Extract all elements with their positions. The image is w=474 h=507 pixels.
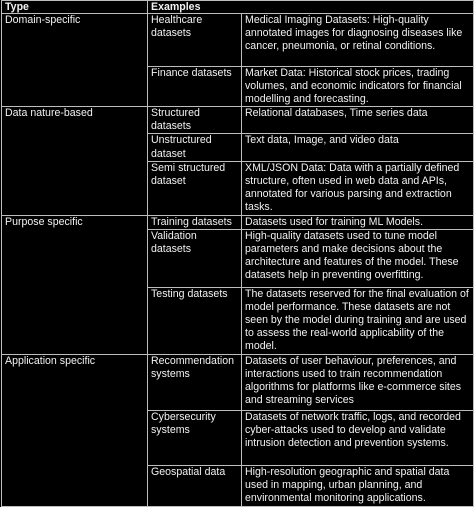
- dataset-description-cell: Market Data: Historical stock prices, trading volumes, and economic indicators for financial modelling and forecasting.: [242, 67, 474, 107]
- dataset-description-cell: Medical Imaging Datasets: High-quality annotated images for diagnosing diseases like cancer, pneumonia, or retinal conditions.: [242, 14, 474, 67]
- dataset-description-cell: Datasets of user behaviour, preferences, and interactions used to train recommendation algorithms for platforms like e-commerce sites and streaming services: [242, 354, 474, 410]
- dataset-name-cell: Cybersecurity systems: [148, 410, 242, 465]
- type-cell: Application specific: [2, 354, 148, 506]
- header-examples: Examples: [148, 1, 474, 14]
- type-cell: Purpose specific: [2, 215, 148, 354]
- dataset-name-cell: Structured datasets: [148, 107, 242, 134]
- dataset-description-cell: Datasets of network traffic, logs, and recorded cyber-attacks used to develop and validate intrusion detection and prevention systems.: [242, 410, 474, 465]
- dataset-name-cell: Finance datasets: [148, 67, 242, 107]
- dataset-description-cell: High-resolution geographic and spatial data used in mapping, urban planning, and environmental monitoring applications.: [242, 465, 474, 506]
- header-type: Type: [2, 1, 148, 14]
- dataset-name-cell: Semi structured dataset: [148, 161, 242, 215]
- dataset-name-cell: Testing datasets: [148, 287, 242, 354]
- dataset-name-cell: Training datasets: [148, 215, 242, 229]
- type-cell: Data nature-based: [2, 107, 148, 215]
- dataset-description-cell: High-quality datasets used to tune model parameters and make decisions about the architecture and features of the model. These datasets help in preventing overfitting.: [242, 229, 474, 287]
- table-row: [2, 215, 474, 229]
- dataset-description-cell: Datasets used for training ML Models.: [242, 215, 474, 229]
- dataset-name-cell: Validation datasets: [148, 229, 242, 287]
- dataset-description-cell: The datasets reserved for the final evaluation of model performance. These datasets are not seen by the model during training and are used to assess the real-world applicability of the model.: [242, 287, 474, 354]
- dataset-description-cell: XML/JSON Data: Data with a partially defined structure, often used in web data and APIs, annotated for various parsing and extraction tasks.: [242, 161, 474, 215]
- dataset-description-cell: Relational databases, Time series data: [242, 107, 474, 134]
- dataset-description-cell: Text data, Image, and video data: [242, 134, 474, 161]
- table-row: [2, 354, 474, 410]
- type-cell: Domain-specific: [2, 14, 148, 107]
- header-row: [2, 1, 474, 14]
- table-row: [2, 14, 474, 67]
- dataset-types-table: [1, 0, 474, 507]
- dataset-name-cell: Recommendation systems: [148, 354, 242, 410]
- table-row: [2, 107, 474, 134]
- dataset-name-cell: Geospatial data: [148, 465, 242, 506]
- dataset-name-cell: Unstructured dataset: [148, 134, 242, 161]
- dataset-name-cell: Healthcare datasets: [148, 14, 242, 67]
